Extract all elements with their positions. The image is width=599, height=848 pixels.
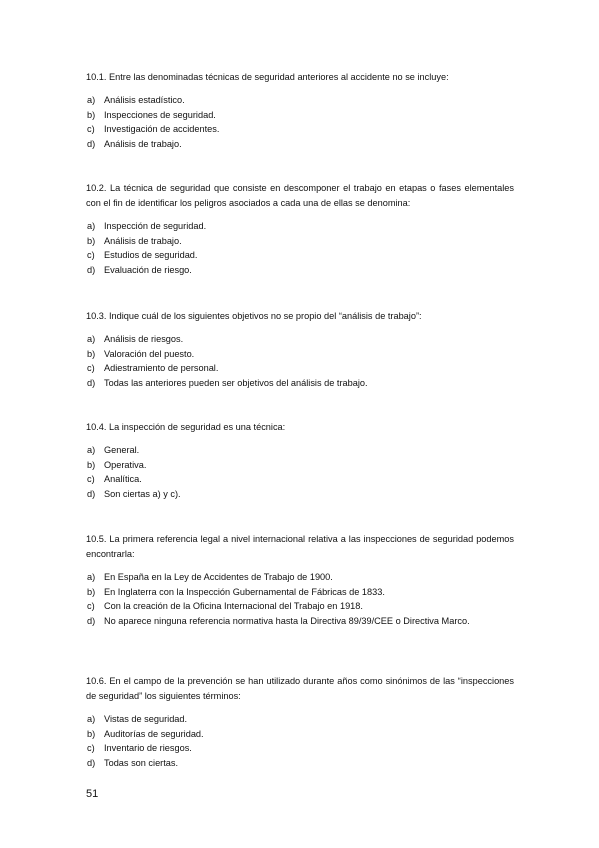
option-text: Todas las anteriores pueden ser objetivos del análisis de trabajo. — [104, 377, 368, 388]
option-c — [86, 248, 514, 263]
option-letter: d) — [87, 615, 96, 626]
option-d — [86, 614, 514, 629]
option-c — [86, 472, 514, 487]
option-b — [86, 108, 514, 123]
question-stem: 10.4. La inspección de seguridad es una técnica: — [86, 422, 286, 432]
option-text: Auditorías de seguridad. — [104, 728, 204, 739]
question-10-6 — [86, 674, 514, 770]
option-d — [86, 756, 514, 771]
option-letter: b) — [87, 459, 96, 470]
option-letter: c) — [87, 124, 95, 135]
option-c — [86, 361, 514, 376]
option-letter: b) — [87, 109, 96, 120]
option-text: Inspección de seguridad. — [104, 221, 207, 231]
option-d — [86, 263, 514, 278]
option-b — [86, 458, 514, 473]
option-letter: a) — [87, 95, 96, 105]
option-text: Análisis de trabajo. — [104, 138, 182, 149]
option-letter: a) — [87, 334, 96, 344]
option-letter: c) — [87, 474, 95, 485]
question-10-1 — [86, 70, 514, 151]
option-text: Son ciertas a) y c). — [104, 488, 181, 499]
option-letter: b) — [87, 728, 96, 739]
question-stem: 10.1. Entre las denominadas técnicas de seguridad anteriores al accidente no se incluye: — [86, 72, 449, 82]
option-b — [86, 234, 514, 249]
option-letter: c) — [87, 601, 95, 612]
options-list — [86, 93, 514, 151]
option-text: Analítica. — [104, 474, 142, 485]
option-text: Adiestramiento de personal. — [104, 363, 219, 374]
option-a — [86, 443, 514, 458]
option-text: Inventario de riesgos. — [104, 743, 192, 754]
options-list — [86, 332, 514, 390]
option-letter: c) — [87, 743, 95, 754]
option-letter: d) — [87, 488, 96, 499]
options-list — [86, 443, 514, 501]
option-text: Operativa. — [104, 459, 147, 470]
option-a — [86, 332, 514, 347]
option-b — [86, 347, 514, 362]
question-stem: 10.6. En el campo de la prevención se han utilizado durante años como sinónimos de las “inspecciones de seguridad” los siguientes términos: — [86, 676, 514, 701]
option-text: En España en la Ley de Accidentes de Trabajo de 1900. — [104, 572, 333, 582]
option-letter: a) — [87, 445, 96, 455]
option-text: Con la creación de la Oficina Internacional del Trabajo en 1918. — [104, 601, 363, 612]
option-a — [86, 570, 514, 585]
option-b — [86, 727, 514, 742]
option-a — [86, 219, 514, 234]
option-b — [86, 585, 514, 600]
option-d — [86, 137, 514, 152]
option-d — [86, 376, 514, 391]
question-10-4 — [86, 420, 514, 501]
option-letter: d) — [87, 138, 96, 149]
option-letter: d) — [87, 264, 96, 275]
option-c — [86, 599, 514, 614]
option-a — [86, 93, 514, 108]
option-letter: d) — [87, 377, 96, 388]
option-text: Análisis de trabajo. — [104, 235, 182, 246]
option-d — [86, 487, 514, 502]
option-text: Evaluación de riesgo. — [104, 264, 192, 275]
option-text: No aparece ninguna referencia normativa hasta la Directiva 89/39/CEE o Directiva Marco. — [104, 615, 470, 626]
option-text: Estudios de seguridad. — [104, 250, 198, 261]
option-letter: c) — [87, 363, 95, 374]
option-letter: a) — [87, 572, 96, 582]
option-a — [86, 712, 514, 727]
option-text: Todas son ciertas. — [104, 757, 179, 768]
option-letter: a) — [87, 714, 96, 724]
option-letter: b) — [87, 348, 96, 359]
option-text: En Inglaterra con la Inspección Gubernamental de Fábricas de 1833. — [104, 586, 385, 597]
question-10-5 — [86, 532, 514, 628]
option-text: Investigación de accidentes. — [104, 124, 220, 135]
option-c — [86, 741, 514, 756]
option-text: General. — [104, 445, 140, 455]
option-text: Análisis de riesgos. — [104, 334, 184, 344]
option-text: Análisis estadístico. — [104, 95, 185, 105]
option-text: Valoración del puesto. — [104, 348, 195, 359]
question-10-2 — [86, 181, 514, 277]
options-list — [86, 712, 514, 770]
question-10-3 — [86, 309, 514, 390]
page-number: 51 — [86, 788, 99, 800]
options-list — [86, 219, 514, 277]
option-c — [86, 122, 514, 137]
option-letter: a) — [87, 221, 96, 231]
option-letter: d) — [87, 757, 96, 768]
option-letter: b) — [87, 586, 96, 597]
question-stem: 10.2. La técnica de seguridad que consiste en descomponer el trabajo en etapas o fases elementales con el fin de identificar los peligros asociados a cada una de ellas se denomina: — [86, 183, 514, 208]
option-text: Inspecciones de seguridad. — [104, 109, 216, 120]
options-list — [86, 570, 514, 628]
question-stem: 10.5. La primera referencia legal a nivel internacional relativa a las inspecciones de seguridad podemos encontrarla: — [86, 534, 514, 559]
option-text: Vistas de seguridad. — [104, 714, 188, 724]
option-letter: b) — [87, 235, 96, 246]
question-stem: 10.3. Indique cuál de los siguientes objetivos no se propio del “análisis de trabajo”: — [86, 311, 422, 321]
option-letter: c) — [87, 250, 95, 261]
